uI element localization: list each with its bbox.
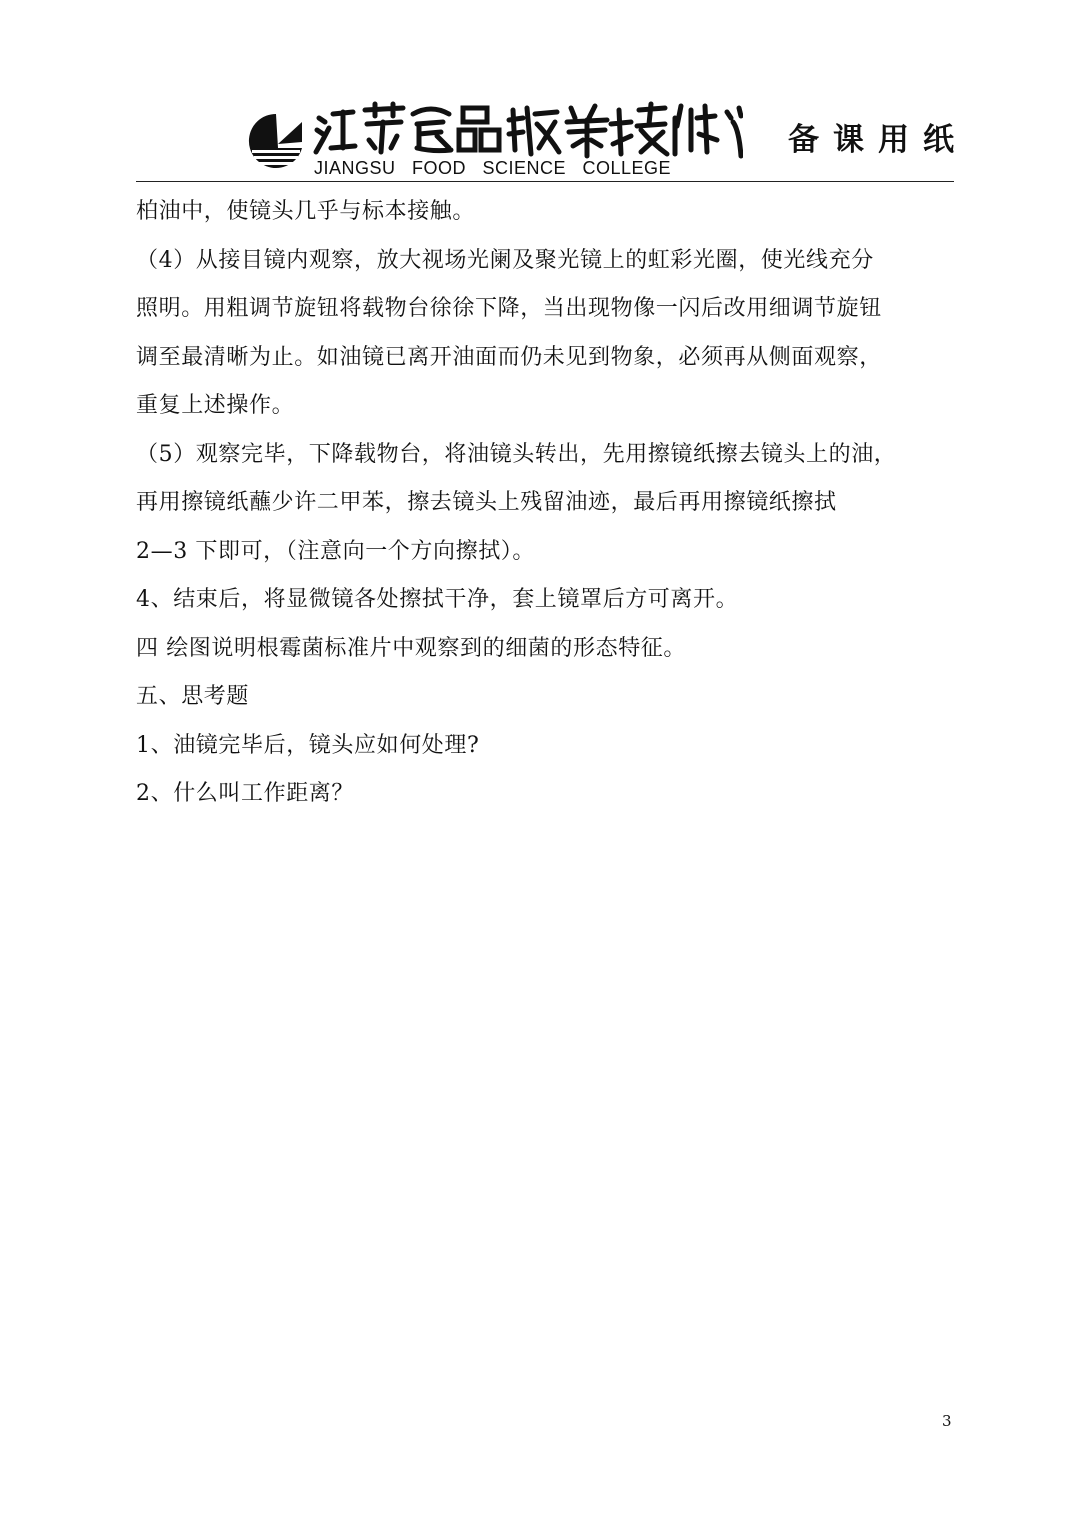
section-heading: 四 绘图说明根霉菌标准片中观察到的细菌的形态特征。 (136, 635, 686, 661)
college-logo-icon (248, 112, 304, 172)
body-line: 柏油中，使镜头几乎与标本接触。 (136, 199, 476, 224)
header-divider (136, 181, 954, 182)
body-line: （5）观察完毕，下降载物台，将油镜头转出，先用擦镜纸擦去镜头上的油， (136, 441, 897, 467)
body-line: 2—3 下即可，（注意向一个方向擦拭）。 (136, 538, 535, 564)
body-line: 照明。用粗调节旋钮将载物台徐徐下降，当出现物像一闪后改用细调节旋钮 (136, 296, 882, 321)
body-line: 4、结束后，将显微镜各处擦拭干净，套上镜罩后方可离开。 (136, 587, 739, 612)
body-line: 再用擦镜纸蘸少许二甲苯，擦去镜头上残留油迹，最后再用擦镜纸擦拭 (136, 490, 837, 515)
college-name-english: JIANGSU FOOD SCIENCE COLLEGE (314, 158, 672, 178)
page-number: 3 (942, 1412, 952, 1430)
question-item: 2、什么叫工作距离？ (136, 781, 354, 806)
body-line: （4）从接目镜内观察，放大视场光阑及聚光镜上的虹彩光圈，使光线充分 (136, 247, 874, 273)
section-heading: 五、思考题 (136, 684, 250, 709)
college-name-calligraphy (313, 100, 743, 160)
body-line: 调至最清晰为止。如油镜已离开油面而仍未见到物象，必须再从侧面观察， (136, 344, 882, 370)
question-item: 1、油镜完毕后，镜头应如何处理? (136, 732, 480, 758)
document-body (136, 188, 958, 819)
body-line: 重复上述操作。 (136, 393, 295, 418)
paper-label: 备课用纸 (788, 122, 968, 158)
page-header (0, 0, 1087, 190)
